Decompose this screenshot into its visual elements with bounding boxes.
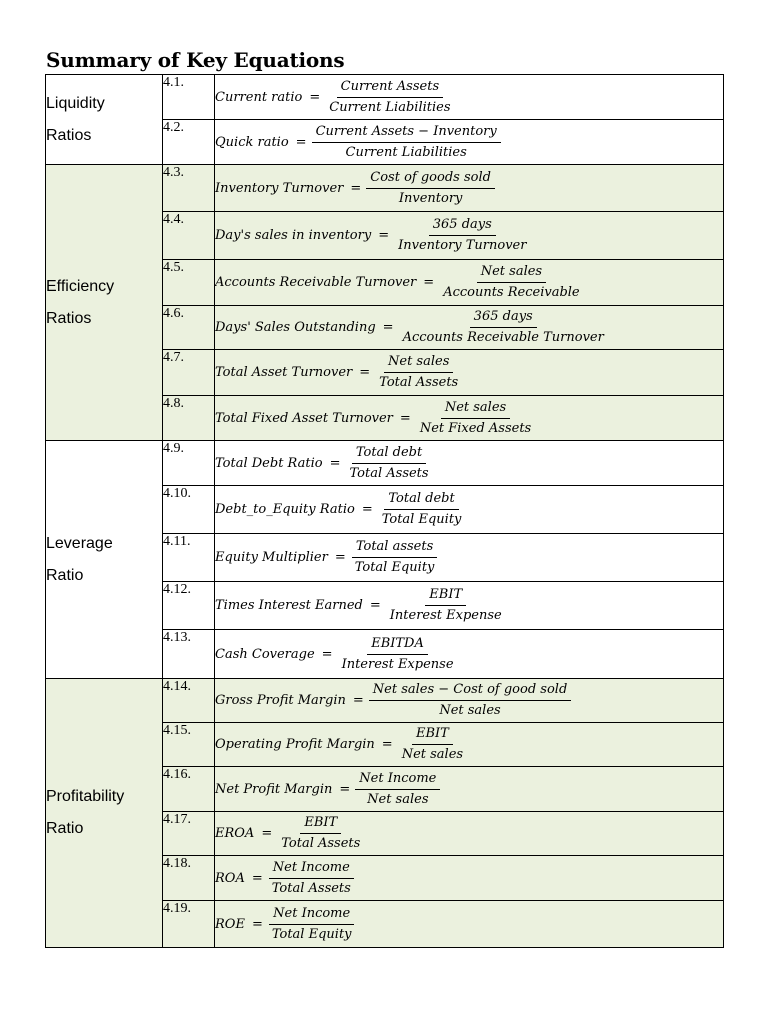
denominator: Accounts Receivable	[443, 285, 580, 300]
group-label: Leverage	[46, 534, 113, 552]
equation-formula	[215, 723, 724, 767]
equation-lhs: Quick ratio	[215, 134, 289, 150]
equation-formula	[215, 165, 724, 212]
group-label: Ratios	[46, 309, 92, 327]
equation-number: 4.5.	[163, 260, 215, 306]
group-profitability	[46, 679, 163, 948]
equation-number: 4.14.	[163, 679, 215, 723]
equals-sign: =	[295, 134, 307, 150]
equation-lhs: Total Debt Ratio	[215, 455, 323, 471]
numerator: Net Income	[269, 906, 354, 925]
equals-sign: =	[339, 781, 351, 797]
equation-formula	[215, 212, 724, 260]
numerator: Net sales	[441, 400, 510, 419]
equation-number: 4.7.	[163, 350, 215, 396]
equation-number: 4.16.	[163, 767, 215, 812]
fraction	[277, 815, 364, 852]
equation-number: 4.10.	[163, 486, 215, 534]
equation-formula	[215, 75, 724, 120]
group-label: Ratio	[46, 820, 84, 837]
equals-sign: =	[334, 550, 346, 565]
denominator: Total Assets	[281, 836, 361, 851]
equation-number: 4.4.	[163, 212, 215, 260]
equation-lhs: Net Profit Margin	[215, 781, 333, 797]
equals-sign: =	[261, 826, 273, 841]
fraction	[351, 539, 439, 576]
fraction	[398, 726, 467, 763]
denominator: Total Assets	[349, 465, 429, 481]
equation-formula	[215, 120, 724, 165]
equation-formula	[215, 396, 724, 441]
fraction	[268, 906, 356, 943]
equals-sign: =	[350, 180, 362, 196]
fraction	[369, 682, 572, 719]
numerator: Net sales − Cost of good sold	[369, 682, 572, 701]
equation-formula	[215, 630, 724, 679]
equation-lhs: Total Fixed Asset Turnover	[215, 410, 393, 426]
equation-number: 4.19.	[163, 901, 215, 948]
equation-lhs: Equity Multiplier	[215, 550, 328, 565]
fraction	[378, 491, 466, 528]
equals-sign: =	[382, 320, 394, 335]
equation-number: 4.12.	[163, 582, 215, 630]
equation-number: 4.9.	[163, 441, 215, 486]
denominator: Current Liabilities	[345, 144, 467, 160]
equals-sign: =	[369, 598, 381, 613]
denominator: Inventory Turnover	[398, 238, 527, 253]
fraction	[366, 170, 495, 207]
table-row	[46, 679, 724, 723]
equation-number: 4.2.	[163, 120, 215, 165]
equation-formula	[215, 812, 724, 856]
fraction	[346, 445, 433, 482]
equals-sign: =	[309, 89, 321, 105]
equation-formula	[215, 306, 724, 350]
numerator: Current Assets − Inventory	[312, 124, 501, 143]
group-liquidity	[46, 75, 163, 165]
equals-sign: =	[399, 410, 411, 426]
equation-lhs: Operating Profit Margin	[215, 737, 375, 752]
denominator: Total Equity	[354, 560, 435, 575]
equation-lhs: Debt_to_Equity Ratio	[215, 502, 355, 517]
equation-lhs: Cash Coverage	[215, 646, 315, 662]
denominator: Total Assets	[271, 880, 351, 896]
equation-formula	[215, 260, 724, 306]
fraction	[312, 124, 501, 161]
fraction	[386, 587, 506, 624]
equations-table	[45, 74, 724, 948]
denominator: Net sales	[367, 791, 429, 807]
equation-formula	[215, 856, 724, 901]
denominator: Total Equity	[381, 512, 462, 527]
fraction	[399, 309, 608, 346]
equation-lhs: Times Interest Earned	[215, 598, 363, 613]
equation-number: 4.18.	[163, 856, 215, 901]
group-label: Liquidity	[46, 94, 105, 112]
group-label: Ratio	[46, 566, 84, 584]
numerator: Total assets	[352, 539, 437, 558]
equation-lhs: Day's sales in inventory	[215, 228, 372, 243]
equation-number: 4.8.	[163, 396, 215, 441]
numerator: Cost of goods sold	[366, 170, 495, 189]
numerator: Total debt	[384, 491, 458, 510]
equals-sign: =	[321, 646, 333, 662]
equation-lhs: Days' Sales Outstanding	[215, 320, 376, 335]
table-row	[46, 165, 724, 212]
group-leverage	[46, 441, 163, 679]
fraction	[394, 217, 530, 254]
equation-number: 4.13.	[163, 630, 215, 679]
denominator: Accounts Receivable Turnover	[402, 330, 604, 345]
fraction	[338, 636, 458, 673]
denominator: Inventory	[398, 190, 463, 206]
equation-number: 4.1.	[163, 75, 215, 120]
equation-formula	[215, 534, 724, 582]
group-label: Profitability	[46, 788, 125, 805]
table-row	[46, 75, 724, 120]
equation-number: 4.15.	[163, 723, 215, 767]
denominator: Net sales	[401, 747, 464, 762]
equals-sign: =	[381, 737, 393, 752]
equation-number: 4.17.	[163, 812, 215, 856]
group-label: Efficiency	[46, 277, 115, 295]
numerator: Current Assets	[337, 79, 444, 98]
equation-lhs: EROA	[215, 826, 255, 841]
numerator: Net sales	[384, 354, 453, 373]
table-row	[46, 441, 724, 486]
equals-sign: =	[378, 228, 390, 243]
equals-sign: =	[329, 455, 341, 471]
numerator: Net Income	[355, 771, 440, 790]
denominator: Total Equity	[271, 926, 352, 942]
numerator: EBIT	[412, 726, 453, 745]
equals-sign: =	[423, 275, 435, 290]
numerator: Total debt	[352, 445, 426, 464]
fraction	[416, 400, 535, 437]
equation-lhs: Gross Profit Margin	[215, 693, 346, 708]
denominator: Net sales	[439, 703, 501, 718]
numerator: EBITDA	[367, 636, 428, 655]
denominator: Total Assets	[379, 375, 459, 390]
fraction	[355, 771, 440, 808]
fraction	[268, 860, 355, 897]
equation-lhs: ROA	[215, 870, 245, 886]
group-efficiency	[46, 165, 163, 441]
fraction	[375, 354, 462, 391]
equals-sign: =	[352, 693, 364, 708]
numerator: EBIT	[425, 587, 466, 606]
equation-lhs: Accounts Receivable Turnover	[215, 275, 417, 290]
equation-formula	[215, 441, 724, 486]
equation-number: 4.3.	[163, 165, 215, 212]
numerator: Net Income	[269, 860, 354, 879]
numerator: EBIT	[300, 815, 341, 834]
equation-lhs: ROE	[215, 916, 245, 932]
equation-lhs: Inventory Turnover	[215, 180, 344, 196]
fraction	[439, 264, 583, 301]
equation-formula	[215, 679, 724, 723]
numerator: 365 days	[429, 217, 496, 236]
fraction	[325, 79, 454, 116]
equation-formula	[215, 486, 724, 534]
equation-number: 4.6.	[163, 306, 215, 350]
equation-formula	[215, 582, 724, 630]
page-title: Summary of Key Equations	[46, 48, 345, 72]
denominator: Interest Expense	[389, 608, 502, 623]
denominator: Current Liabilities	[329, 99, 451, 115]
equation-formula	[215, 901, 724, 948]
numerator: 365 days	[470, 309, 537, 328]
group-label: Ratios	[46, 126, 92, 144]
equation-formula	[215, 767, 724, 812]
equation-number: 4.11.	[163, 534, 215, 582]
numerator: Net sales	[477, 264, 546, 283]
equals-sign: =	[251, 870, 263, 886]
equals-sign: =	[361, 502, 373, 517]
equation-formula	[215, 350, 724, 396]
equation-lhs: Total Asset Turnover	[215, 365, 353, 380]
denominator: Interest Expense	[341, 656, 454, 672]
equals-sign: =	[251, 916, 263, 932]
equation-lhs: Current ratio	[215, 89, 303, 105]
denominator: Net Fixed Assets	[419, 420, 532, 436]
equals-sign: =	[359, 365, 371, 380]
